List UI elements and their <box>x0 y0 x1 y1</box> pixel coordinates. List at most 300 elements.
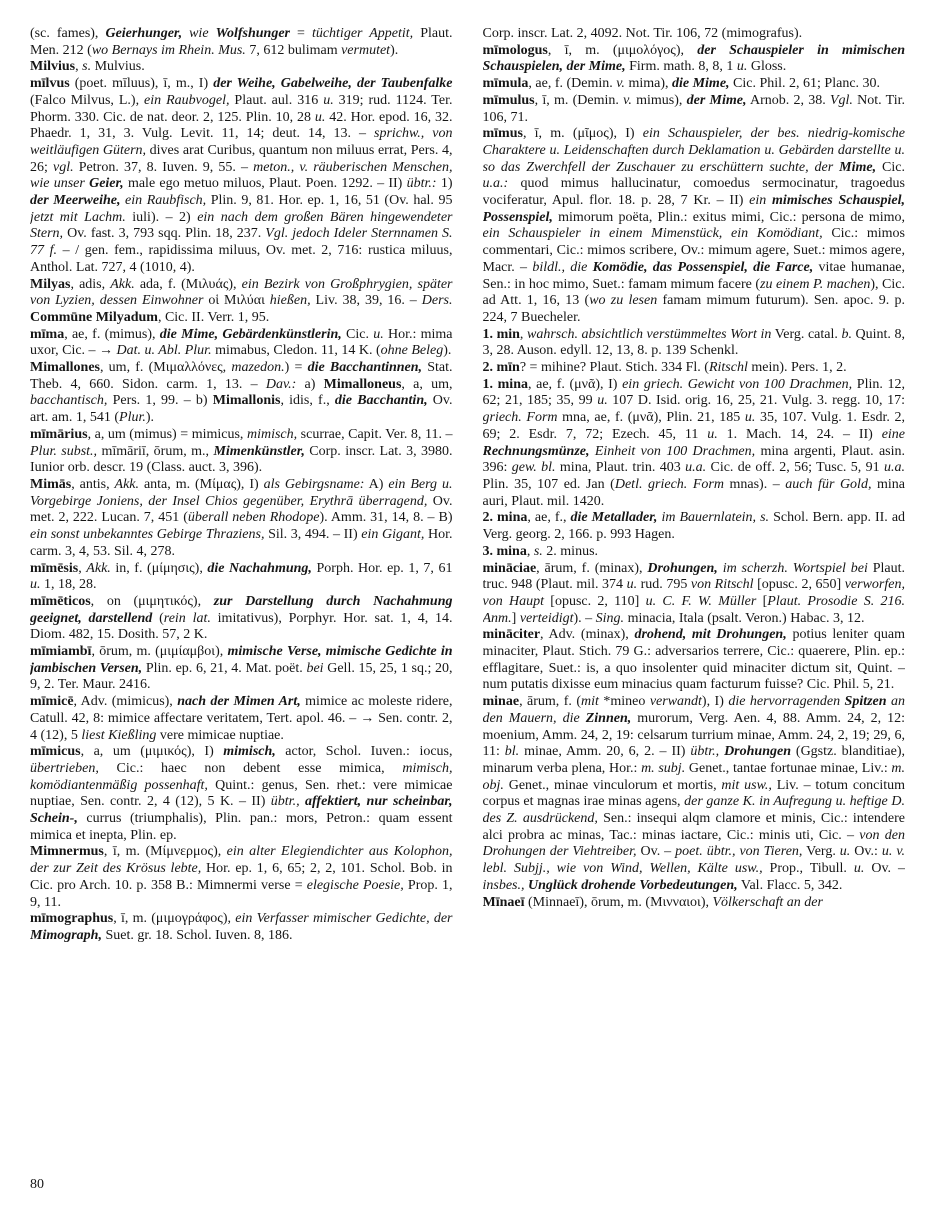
emphasis-translation: Drohungen, <box>647 560 718 576</box>
entry-minaciter <box>483 627 906 694</box>
italic-text: verworfen, von Haupt <box>482 577 905 609</box>
italic-text: Sing. <box>595 610 625 626</box>
entry-mimula <box>483 76 906 93</box>
text-run: A) <box>364 476 389 492</box>
text-run: , a, um (μιμικός), I) <box>80 744 224 760</box>
italic-text: ein Bezirk von Großphrygien, später von Lyzien, dessen Einwohner <box>30 276 453 309</box>
italic-text: übtr., <box>690 744 720 760</box>
italic-text: s. <box>533 543 543 559</box>
italic-text: insbes., <box>482 877 525 893</box>
headword: mīmicus <box>30 744 81 760</box>
text-run: Corp. inscr. Lat. 3, 3980. Iunior orb. descr. 19 (Class. auct. 3, 396). <box>30 443 453 476</box>
italic-text: u. v. lebl. Subjj., wie von Wind, Wellen, Kälte usw., <box>482 844 905 877</box>
entry-mimesis <box>30 561 453 594</box>
italic-text: mazedon. <box>231 360 285 376</box>
headword: Commūne Milyadum <box>30 309 158 325</box>
text-run: in, f. (μίμησις), <box>110 560 208 576</box>
text-run: ? = mihine? Plaut. Stich. 334 Fl. ( <box>519 360 709 376</box>
text-run: , <box>526 543 534 559</box>
text-run: Liv. – totum concitum corpus et magnas irae minas agens, <box>482 777 905 810</box>
text-run: Ov. fast. 3, 793 sqq. Plin. 18, 237. <box>63 226 266 242</box>
text-run: actor, Schol. Iuven.: iocus, <box>275 744 453 760</box>
text-run: , ī, m. (μιμολόγος), <box>547 42 698 58</box>
text-run: *mineo <box>598 694 650 710</box>
text-run: Gell. 15, 25, 1 sq.; 20, 9, 2. Ter. Maur. 2416. <box>30 660 453 693</box>
text-run: Sen.: insequi alqm clamore et minis, Cic.: intendere alci probra ac minas, Tac.: minas iactare, Cic.: minis uti, Cic. – <box>482 811 905 843</box>
italic-text: mimisch, <box>246 426 298 442</box>
text-columns <box>30 26 905 1146</box>
italic-text: von Ritschl <box>690 577 754 593</box>
italic-text: vgl. <box>53 159 74 175</box>
text-run: ). <box>145 410 155 426</box>
italic-text: Vgl. jedoch Ideler Sternnamen S. 77 f. <box>30 226 453 259</box>
text-run: ada, f. (Μιλυάς), <box>134 276 242 292</box>
italic-text: u.a. <box>685 460 707 476</box>
italic-text: ein Gigant, <box>361 527 425 543</box>
italic-text: jetzt mit Lachm. <box>30 209 126 225</box>
text-run: Quint. 8, 3, 28. Auson. edyll. 12, 13, 8. p. 139 Schenkl. <box>482 326 905 359</box>
text-run: , um, f. (Μιμαλλόνες, <box>100 360 232 376</box>
emphasis-translation: die Metallader, <box>570 510 658 526</box>
italic-text: als Gebirgsname: <box>263 476 365 492</box>
text-run: [opusc. 2, 110] <box>544 593 646 609</box>
italic-text: elegische Poesie, <box>306 877 404 893</box>
headword: 1. mina <box>482 376 528 392</box>
italic-text: die hervorragenden <box>728 694 841 710</box>
text-run: Petron. 37, 8. Iuven. 9, 55. – <box>73 159 254 175</box>
text-run: Prop., Tibull. <box>762 861 854 877</box>
entry-mimas <box>30 477 453 561</box>
headword: mīmēticos <box>30 593 91 609</box>
entry-mimallones <box>30 360 453 427</box>
emphasis-translation: Rechnungsmünze, <box>482 443 590 459</box>
page-number: 80 <box>30 1177 44 1193</box>
text-run: 1, 18, 28. <box>40 577 97 593</box>
italic-text: überall neben Rhodope <box>187 510 320 526</box>
text-run: , ī, m. (Μίμνερμος), <box>103 844 227 860</box>
entry-milyas <box>30 277 453 327</box>
italic-text: zu einem P. machen <box>760 276 871 292</box>
text-run: – / gen. fem., rapidissima miluus, Ov. met. 2, 716: rustica miluus, Anthol. Lat. 727, 4 (1010, 4). <box>30 243 453 275</box>
headword: mināciter <box>482 627 541 643</box>
italic-text: meton., v. räuberischen Menschen, wie unser <box>30 159 453 192</box>
text-run: Plin. 35, 107 ed. Jan ( <box>482 476 615 492</box>
italic-text: Akk. <box>86 560 111 576</box>
text-run: ). <box>390 42 399 58</box>
text-run: ). – <box>573 610 596 626</box>
italic-text: ein Verfasser mimischer Gedichte, der <box>235 911 453 927</box>
text-run: , ārum, f. (minax), <box>536 560 648 576</box>
text-run: Verg. catal. <box>771 326 842 342</box>
emphasis-translation: Geier, <box>89 176 124 192</box>
text-run: famam mimum futurum). Sen. apoc. 9. p. 224, 7 Buecheler. <box>482 293 905 325</box>
italic-text: u.a. <box>884 460 905 476</box>
text-run: Quint.: genus, Sen. rhet.: vere mimicae nuptiae, Sen. contr. 2, 4 (12), 5 K. – II) <box>30 777 453 810</box>
italic-text: b. <box>841 326 852 342</box>
text-run: Plin. 9, 81. Hor. ep. 1, 16, 51 (Ov. hal. 95 <box>206 193 453 209</box>
text-run: ). <box>443 343 452 359</box>
text-run: mina, Plaut. trin. 403 <box>555 460 686 476</box>
text-run: Pers. 1, 99. – b) <box>107 393 213 409</box>
text-run: ( <box>152 610 164 626</box>
emphasis-translation: Wolfshunger <box>215 26 290 41</box>
italic-text: Ders. <box>421 293 453 309</box>
italic-text: wahrsch. absichtlich verstümmeltes Wort in <box>527 326 772 342</box>
italic-text: v. <box>623 92 632 108</box>
text-run: Sil. 3, 494. – II) <box>264 527 362 543</box>
text-run: (Ggstz. blanditiae), minarum verba plena, Hor.: <box>482 744 905 776</box>
italic-text: Plur. <box>119 410 146 426</box>
text-run: Verg. <box>802 844 840 860</box>
emphasis-translation: Spitzen <box>844 694 887 710</box>
italic-text: wo Bernays im Rhein. Mus. <box>91 42 246 58</box>
entry-min-2 <box>483 360 906 377</box>
headword: Milvius <box>30 59 76 75</box>
italic-text: s. <box>82 59 92 75</box>
text-run: currus (triumphalis), Plin. pan.: mors, Petron.: quam essent mimica et inepta, Plin. ep. <box>30 811 453 843</box>
italic-text: Einheit von 100 Drachmen, <box>594 443 756 459</box>
italic-text: mit usw., <box>721 777 772 793</box>
text-run: ) = <box>284 360 308 376</box>
italic-text: v. <box>616 76 625 92</box>
text-run: Stat. Theb. 4, 660. Sidon. carm. 1, 13. – <box>30 360 453 392</box>
italic-text: Völkerschaft an der <box>712 894 823 910</box>
emphasis-translation: der Weihe, Gabelweihe, der Taubenfalke <box>213 76 453 92</box>
entry-mimeticos <box>30 594 453 644</box>
text-run: Hor. carm. 3, 4, 53. Sil. 4, 278. <box>30 527 453 559</box>
text-run: , ārum, f. ( <box>519 694 582 710</box>
text-run: male ego metuo miluos, Plaut. Poen. 1292. – II) <box>123 176 407 192</box>
italic-text: u. <box>314 109 326 125</box>
text-run: Cic.: mimos commentari, Cic.: mimos scribere, Ov.: mimum agere, Suet.: mimos agere, Macr. – <box>482 226 905 275</box>
text-run: , on (μιμητικός), <box>90 593 214 609</box>
text-run: mnas). – <box>723 476 786 492</box>
italic-text: u. C. F. W. Müller <box>645 593 757 609</box>
italic-text: von den Drohungen der Viehtreiber, <box>482 827 905 860</box>
text-run: Arnob. 2, 38. <box>746 92 830 108</box>
italic-text: der ganze K. in Aufregung u. heftige D. des Z. ausdrückend, <box>482 794 905 827</box>
emphasis-translation: der Schauspieler in mimischen Schauspielen, der Mime, <box>482 42 905 75</box>
entry-milvius <box>30 59 453 76</box>
headword: mīmicē <box>30 694 74 710</box>
text-run: mimice ac moleste ridere, Catull. 42, 8: mimice affectare veritatem, Tert. apol. 46. – → Sen. contr. 2, 4 (12), 5 <box>30 694 453 743</box>
headword: Mimās <box>30 476 72 492</box>
text-run: , ī, m. (μιμογράφος), <box>113 911 236 927</box>
entry-minaciae <box>483 561 906 628</box>
emphasis-translation: Unglück drohende Vorbedeutungen, <box>528 877 738 893</box>
headword: Mīnaeī <box>482 894 525 910</box>
text-run: , Adv. (minax), <box>540 627 635 643</box>
left-column <box>30 26 453 1146</box>
text-run: mimabus, Cledon. 11, 14 K. ( <box>211 343 381 359</box>
headword: mīlvus <box>30 76 70 92</box>
emphasis-translation: der Mime, <box>686 92 747 108</box>
headword: Milyas <box>30 276 71 292</box>
text-run: Plaut. Men. 212 ( <box>30 26 453 58</box>
text-run: Ov. met. 2, 222. Lucan. 7, 451 ( <box>30 493 453 526</box>
text-run: = <box>290 26 312 41</box>
text-run: Plaut. aul. 316 <box>229 92 324 108</box>
italic-text: liest Kießling <box>81 727 157 743</box>
text-run: Genet., minae vinculorum et mortis, <box>503 777 722 793</box>
text-run: , Cic. II. Verr. 1, 95. <box>157 309 270 325</box>
text-run: mimus), <box>631 92 687 108</box>
text-run: 1. Mach. 14, 24. – II) <box>717 426 882 442</box>
text-run: minae, Amm. 20, 6, 2. – II) <box>519 744 691 760</box>
text-run: , ōrum, m. (μιμίαμβοι), <box>91 644 228 660</box>
headword: mīmiambī <box>30 644 92 660</box>
emphasis-translation: mimisch, <box>223 744 276 760</box>
italic-text: Detl. griech. Form <box>614 476 724 492</box>
text-run: ] <box>511 610 520 626</box>
italic-text: verwandt <box>649 694 702 710</box>
text-run: Not. Tir. 106, 71. <box>482 92 905 125</box>
italic-text: übtr., <box>270 794 300 810</box>
entry-mimulus <box>483 93 906 126</box>
emphasis-translation: drohend, mit Drohungen, <box>634 627 787 643</box>
headword: mīmula <box>482 76 529 92</box>
emphasis-translation: die Bacchantinnen, <box>307 360 423 376</box>
text-run: , ī, m. (Demin. <box>534 92 624 108</box>
italic-text: u. <box>744 410 756 426</box>
text-run: , <box>75 59 83 75</box>
headword: mīmologus <box>482 42 548 58</box>
text-run: 2. minus. <box>542 543 599 559</box>
text-run: scurrae, Capit. Ver. 8, 11. – <box>297 426 453 442</box>
text-run: 35, 107. Vulg. 1. Esdr. 2, 69; 2. Esdr. 7, 72; Ezech. 45, 11 <box>482 410 905 442</box>
text-run: ), Cic. ad Att. 1, 16, 13 ( <box>482 276 905 309</box>
italic-text: bei <box>306 660 324 676</box>
italic-text: ein sonst unbekanntes Gebirge Thraziens, <box>30 527 265 543</box>
emphasis-translation: Zinnen, <box>585 710 632 726</box>
emphasis-translation: Mime, <box>839 159 877 175</box>
italic-text: ein <box>749 193 767 209</box>
emphasis-translation: die Bacchantin, <box>334 393 428 409</box>
text-run: οἱ Μιλύαι <box>203 293 270 309</box>
text-run: Gloss. <box>747 59 787 75</box>
headword: mīmārius <box>30 426 88 442</box>
text-run: Hor. ep. 1, 6, 65; 2, 2, 101. Schol. Bob. in Cic. pro Arch. 10. p. 358 B.: Mimnermi verse = <box>30 861 453 893</box>
text-run: , <box>519 326 527 342</box>
italic-text: übertrieben, <box>30 760 99 776</box>
italic-text: u. <box>707 426 718 442</box>
text-run: (sc. fames), <box>30 26 106 41</box>
entry-milvina-continuation <box>30 26 453 59</box>
italic-text: an den Mauern, die <box>482 694 905 726</box>
text-run: imitativus), Porphyr. Hor. sat. 1, 4, 14. Diom. 482, 15. Dosith. 57, 2 K. <box>30 610 453 643</box>
text-run: Prop. 1, 9, 11. <box>30 877 453 910</box>
text-run: mima), <box>624 76 672 92</box>
headword: 2. mina <box>482 510 528 526</box>
text-run: , ae, f. (Demin. <box>528 76 617 92</box>
italic-text: poet. übtr., von Tieren, <box>675 844 803 860</box>
italic-text: ein Schauspieler in einem Mimenstück, ein Komödiant, <box>482 226 823 242</box>
text-run: Cic. de off. 2, 56; Tusc. 5, 91 <box>706 460 885 476</box>
right-column <box>483 26 906 1146</box>
text-run: Schol. Bern. app. II. ad Verg. georg. 2, 166. p. 993 Hagen. <box>482 510 905 543</box>
text-run: Plaut. truc. 948 (Plaut. mil. 374 <box>482 560 905 593</box>
headword: Mimallones <box>30 360 100 376</box>
italic-text: u.a.: <box>482 176 509 192</box>
text-run: ). Amm. 31, 14, 8. – B) <box>319 510 453 526</box>
italic-text: vermutet <box>341 42 391 58</box>
text-run: potius leniter quam minaciter, Plaut. Stich. 79 G.: adversarios terrere, Cic.: quaerere, Plin. ep.: efflagitare, Suet.: is, a quo insolenter quid minaciter dictum sit, Quint. – num putatis dixisse eum minacius quam facturum fuisse? Cic. Phil. 5, 21. <box>482 627 905 693</box>
text-run: Mulvius. <box>91 59 145 75</box>
text-run: [opusc. 2, 650] <box>753 577 845 593</box>
text-run: vitae humanae, Sen.: in hoc mimo, Suet.: famam mimum facere ( <box>482 259 905 292</box>
emphasis-translation: zur Darstellung durch Nachahmung geeignet, darstellend <box>30 593 453 626</box>
italic-text: verteidigt <box>519 610 574 626</box>
text-run: 42. Hor. epod. 16, 32. Phaedr. 1, 31, 3. Vulg. Levit. 11, 14; deut. 14, 13. – <box>30 109 453 142</box>
text-run: mimorum poëta, Plin.: exitus mimi, Cic.: persona de mimo, <box>552 209 905 225</box>
text-run: Cic. <box>876 159 905 175</box>
entry-mina-3 <box>483 544 906 561</box>
italic-text: u. <box>597 393 608 409</box>
italic-text: m. obj. <box>482 760 905 793</box>
text-run: (Falco Milvus, L.), <box>30 92 145 108</box>
italic-text: tüchtiger Appetit, <box>311 26 414 41</box>
headword: mīma <box>30 326 65 342</box>
text-run: 107 D. Isid. orig. 16, 25, 21. Vulg. 3. regg. 10, 17: <box>607 393 905 409</box>
italic-text: Dav.: <box>265 376 297 392</box>
headword: mīmographus <box>30 911 114 927</box>
text-run: , a, um (mimus) = mimicus, <box>87 426 247 442</box>
text-run: , ī, m. (μῖμος), I) <box>522 126 643 142</box>
italic-text: u. <box>626 577 638 593</box>
headword: mīmus <box>482 126 523 142</box>
text-run: Ov.: <box>850 844 882 860</box>
entry-mima <box>30 327 453 360</box>
emphasis-translation: Komödie, das Possenspiel, die Farce, <box>592 259 814 275</box>
headword: mīmēsis <box>30 560 79 576</box>
text-run: 319; rud. 1124. Ter. Phorm. 330. Cic. de nat. deor. 2, 125. Plin. 10, 28 <box>30 92 453 125</box>
italic-text: im Bauernlatein, s. <box>661 510 770 526</box>
emphasis-translation: affektiert, nur scheinbar, Schein-, <box>30 794 453 827</box>
text-run: , adis, <box>70 276 111 292</box>
entry-mimographus <box>30 911 453 944</box>
italic-text: sprichw., von weitläufigen Gütern, <box>30 126 453 158</box>
italic-text: ein alter Elegiendichter aus Kolophon, der zur Zeit des Krösus lebte, <box>30 844 453 877</box>
text-run: 7, 612 bulimam <box>245 42 342 58</box>
italic-text: ein Berg u. Vorgebirge Joniens, der Insel Chios gegenüber, Erythrā überragend, <box>30 476 453 509</box>
italic-text: Akk. <box>114 476 140 492</box>
italic-text: u. <box>839 844 851 860</box>
italic-text: wie <box>182 26 216 41</box>
entry-mimnermus <box>30 844 453 911</box>
text-run: minacia, Itala (psalt. Veron.) Habac. 3, 12. <box>624 610 865 626</box>
text-run: , antis, <box>71 476 115 492</box>
text-run: Plin. 12, 62; 21, 185; 35, 99 <box>482 376 905 409</box>
entry-mimiambi <box>30 644 453 694</box>
italic-text: bildl., die <box>532 259 588 275</box>
italic-text: Dat. u. Abl. Plur. <box>116 343 212 359</box>
emphasis-translation: Mimograph, <box>30 927 102 943</box>
italic-text: mit <box>581 694 599 710</box>
italic-text: ein Schauspieler, der bes. niedrig-komische Charaktere u. Leidenschaften durch Deklamation u. Gebärden darstellte u. so das Zwerchfell der Zuschauer zu erschüttern suchte, der <box>482 126 905 175</box>
emphasis-translation: nach der Mimen Art, <box>177 694 301 710</box>
italic-text: übtr.: <box>406 176 437 192</box>
emphasis-translation: die Mime, Gebärdenkünstlerin, <box>159 326 342 342</box>
italic-text: m. subj. <box>641 760 686 776</box>
italic-text: ohne Beleg <box>380 343 444 359</box>
text-run: vere mimicae nuptiae. <box>156 727 284 743</box>
italic-text: u. <box>373 326 384 342</box>
text-run: Suet. gr. 18. Schol. Iuven. 8, 186. <box>101 927 293 943</box>
italic-text: u. <box>736 59 748 75</box>
headword: Mimallonis <box>212 393 281 409</box>
text-run: , Adv. (mimicus), <box>73 694 178 710</box>
text-run: murorum, Verg. Aen. 4, 88. Amm. 24, 2, 12: moenium, Amm. 24, 2, 19: celsarum turrium minae, Amm. 24, 2, 19; 29, 6, 11: <box>482 710 905 760</box>
emphasis-translation: der Meerweihe, <box>30 193 121 209</box>
entry-mimicus <box>30 744 453 844</box>
text-run: Hor.: mima uxor, Cic. – → <box>30 326 453 359</box>
entry-mimologus <box>483 43 906 76</box>
italic-text: ein griech. Gewicht von 100 Drachmen, <box>622 376 853 392</box>
text-run: , <box>78 560 87 576</box>
italic-text: ein Raubvogel, <box>144 92 230 108</box>
text-run: dives arat Curibus, quantum non miluus errat, Pers. 4, 26; <box>30 142 453 175</box>
italic-text: Plur. subst., <box>30 443 98 459</box>
entry-mina-1 <box>483 377 906 511</box>
italic-text: eine <box>881 426 905 442</box>
text-run: Genet., tantae fortunae minae, Liv.: <box>685 760 892 776</box>
italic-text: ein Raubfisch, <box>120 193 207 209</box>
italic-text: auch für Gold, <box>785 476 872 492</box>
text-run: , ae, f. (μνᾶ), I) <box>527 376 623 392</box>
text-run: Ov. art. am. 1, 541 ( <box>30 393 453 426</box>
text-run: mina auri, Plaut. mil. 1420. <box>482 476 905 509</box>
emphasis-translation: mimisches Schauspiel, Possenspiel, <box>482 193 905 225</box>
text-run: Cic.: haec non debent esse mimica, <box>98 760 403 776</box>
text-run: a) <box>296 376 324 392</box>
italic-text: Ritschl <box>708 360 748 376</box>
entry-min-1 <box>483 327 906 360</box>
headword: 1. min <box>482 326 520 342</box>
italic-text: Akk. <box>110 276 135 292</box>
text-run: , idis, f., <box>280 393 335 409</box>
text-run: ), I) <box>701 694 729 710</box>
text-run: Porph. Hor. ep. 1, 7, 61 <box>311 560 453 576</box>
text-run: , a, um, <box>401 376 453 392</box>
text-run: mīmāriī, ōrum, m., <box>97 443 214 459</box>
emphasis-translation: Mimenkünstler, <box>213 443 305 459</box>
italic-text: u. <box>30 577 41 593</box>
headword: mīmulus <box>482 92 535 108</box>
emphasis-translation: Geierhunger, <box>105 26 183 41</box>
text-run: mna, ae, f. (μνᾶ), Plin. 21, 185 <box>557 410 745 426</box>
entry-mina-2 <box>483 510 906 543</box>
italic-text: hießen, <box>269 293 311 309</box>
italic-text: rein lat. <box>163 610 211 626</box>
entry-minaei <box>483 895 906 912</box>
italic-text: Plaut. Prosodie S. 216. Anm. <box>482 593 905 626</box>
text-run: Corp. inscr. Lat. 2, 4092. Not. Tir. 106, 72 (mimografus). <box>482 26 803 41</box>
italic-text: mimisch, komödiantenmäßig possenhaft, <box>30 760 453 793</box>
italic-text: u. <box>323 92 334 108</box>
text-run: , ae, f. (mimus), <box>64 326 160 342</box>
text-run: 1) <box>436 176 453 192</box>
text-run: (Minnaeī), ōrum, m. (Μινναιοι), <box>524 894 713 910</box>
text-run: [ <box>756 593 768 609</box>
entry-mimus <box>483 126 906 326</box>
entry-milvus <box>30 76 453 276</box>
emphasis-translation: Drohungen <box>724 744 791 760</box>
italic-text: Vgl. <box>829 92 853 108</box>
italic-text: u. <box>853 861 865 877</box>
text-run: quod mimus hallucinatur, comoedus sermocinatur, tragoedus vociferatur, Apul. flor. 18. p. 28, 7 Kr. – II) <box>482 176 905 209</box>
italic-text: wo zu lesen <box>589 293 658 309</box>
entry-minae <box>483 694 906 894</box>
